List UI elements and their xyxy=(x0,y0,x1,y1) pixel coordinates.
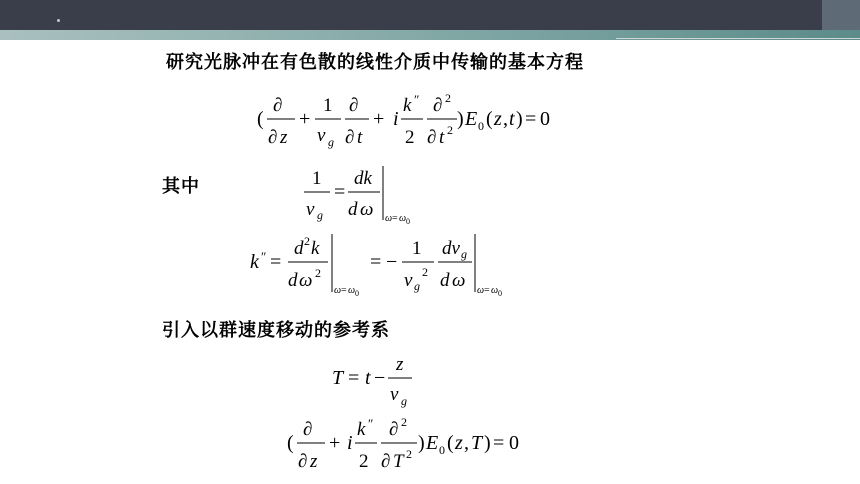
svg-text:+: + xyxy=(299,108,311,130)
svg-text:t: t xyxy=(365,367,371,389)
equation-time-transform xyxy=(330,350,430,414)
svg-text:=: = xyxy=(341,285,347,296)
svg-text:t: t xyxy=(357,127,363,148)
svg-text:ω: ω xyxy=(299,270,313,291)
svg-text:2: 2 xyxy=(406,447,412,461)
svg-text:∂: ∂ xyxy=(268,127,278,148)
svg-text:i: i xyxy=(393,108,399,130)
svg-text:2: 2 xyxy=(359,451,369,472)
svg-text:,: , xyxy=(464,432,469,454)
svg-text:): ) xyxy=(516,108,523,130)
svg-text:k: k xyxy=(357,419,366,440)
svg-text:ω: ω xyxy=(452,270,466,291)
decorative-dot xyxy=(57,19,60,22)
svg-text:d: d xyxy=(288,270,298,291)
svg-text:,: , xyxy=(503,108,508,130)
svg-text:=: = xyxy=(348,367,360,389)
svg-text:T: T xyxy=(332,367,344,389)
svg-text:d: d xyxy=(294,238,304,259)
svg-text:ω: ω xyxy=(477,285,485,296)
svg-text:0: 0 xyxy=(498,289,502,298)
svg-text:v: v xyxy=(404,270,413,291)
heading-basic-equation: 研究光脉冲在有色散的线性介质中传输的基本方程 xyxy=(166,52,584,73)
svg-text:d: d xyxy=(440,270,450,291)
svg-text:=: = xyxy=(334,181,346,203)
svg-text:2: 2 xyxy=(445,91,451,105)
svg-text:″: ″ xyxy=(414,92,420,107)
svg-text:0: 0 xyxy=(406,217,410,226)
svg-text:T: T xyxy=(393,451,404,472)
svg-text:+: + xyxy=(373,108,385,130)
equation-group-velocity xyxy=(300,160,430,226)
svg-text:z: z xyxy=(494,108,502,130)
svg-text:ω: ω xyxy=(385,213,393,224)
svg-text:(: ( xyxy=(486,108,493,130)
svg-text:(: ( xyxy=(287,432,294,454)
svg-text:t: t xyxy=(509,108,515,130)
svg-text:(: ( xyxy=(447,432,454,454)
svg-text:0: 0 xyxy=(540,108,550,130)
svg-text:∂: ∂ xyxy=(433,95,443,116)
svg-text:ω: ω xyxy=(348,285,356,296)
top-bar-accent xyxy=(822,0,860,30)
svg-text:0: 0 xyxy=(478,119,484,133)
svg-text:k: k xyxy=(403,95,412,116)
svg-text:k: k xyxy=(311,238,320,259)
top-bar xyxy=(0,0,860,30)
svg-text:=: = xyxy=(484,285,490,296)
svg-text:d: d xyxy=(348,199,358,220)
svg-text:∂: ∂ xyxy=(349,95,359,116)
svg-text:2: 2 xyxy=(447,123,453,137)
equation-propagation xyxy=(255,88,555,154)
svg-text:v: v xyxy=(390,384,399,405)
svg-text:v: v xyxy=(306,199,315,220)
svg-text:dv: dv xyxy=(442,238,460,259)
svg-text:): ) xyxy=(418,432,425,454)
svg-text:∂: ∂ xyxy=(298,451,308,472)
svg-text:ω: ω xyxy=(334,285,342,296)
svg-text:2: 2 xyxy=(315,266,321,280)
svg-text:g: g xyxy=(328,135,334,149)
svg-text:=: = xyxy=(392,213,398,224)
svg-text:2: 2 xyxy=(422,265,428,279)
svg-text:=: = xyxy=(493,432,505,454)
svg-text:z: z xyxy=(455,432,463,454)
svg-text:t: t xyxy=(439,127,445,148)
decorative-line xyxy=(616,38,860,39)
svg-text:0: 0 xyxy=(509,432,519,454)
svg-text:T: T xyxy=(471,432,483,454)
svg-text:0: 0 xyxy=(439,443,445,457)
svg-text:2: 2 xyxy=(405,127,415,148)
svg-text:∂: ∂ xyxy=(427,127,437,148)
svg-text:1: 1 xyxy=(412,238,422,259)
svg-text:): ) xyxy=(484,432,491,454)
svg-text:v: v xyxy=(317,125,326,146)
svg-text:ω: ω xyxy=(360,199,374,220)
svg-text:+: + xyxy=(329,432,341,454)
svg-text:g: g xyxy=(461,247,467,261)
svg-text:∂: ∂ xyxy=(389,419,399,440)
svg-text:z: z xyxy=(280,127,288,148)
svg-text:2: 2 xyxy=(304,234,310,248)
svg-text:1: 1 xyxy=(323,95,333,116)
svg-text:−: − xyxy=(374,367,386,389)
svg-text:∂: ∂ xyxy=(381,451,391,472)
svg-text:=: = xyxy=(525,108,537,130)
svg-text:E: E xyxy=(426,432,439,454)
svg-text:=: = xyxy=(270,251,282,273)
svg-text:k: k xyxy=(250,251,259,273)
equation-moving-frame xyxy=(285,412,535,478)
svg-text:2: 2 xyxy=(401,415,407,429)
svg-text:(: ( xyxy=(257,108,264,130)
svg-text:E: E xyxy=(465,108,478,130)
svg-text:ω: ω xyxy=(399,213,407,224)
svg-text:1: 1 xyxy=(312,168,322,189)
svg-text:dk: dk xyxy=(354,168,372,189)
svg-text:∂: ∂ xyxy=(273,95,283,116)
svg-text:g: g xyxy=(401,394,407,408)
equation-dispersion xyxy=(246,228,516,300)
svg-text:∂: ∂ xyxy=(303,419,313,440)
svg-text:g: g xyxy=(414,279,420,293)
svg-text:): ) xyxy=(457,108,464,130)
svg-text:ω: ω xyxy=(491,285,499,296)
svg-text:″: ″ xyxy=(261,249,267,264)
svg-text:∂: ∂ xyxy=(345,127,355,148)
svg-text:=: = xyxy=(370,251,382,273)
svg-text:0: 0 xyxy=(355,289,359,298)
svg-text:−: − xyxy=(386,251,398,273)
heading-where: 其中 xyxy=(162,176,200,197)
svg-text:z: z xyxy=(396,354,404,375)
svg-text:z: z xyxy=(310,451,318,472)
heading-moving-frame: 引入以群速度移动的参考系 xyxy=(162,320,390,341)
svg-text:i: i xyxy=(347,432,353,454)
svg-text:″: ″ xyxy=(368,416,374,431)
svg-text:g: g xyxy=(317,208,323,222)
